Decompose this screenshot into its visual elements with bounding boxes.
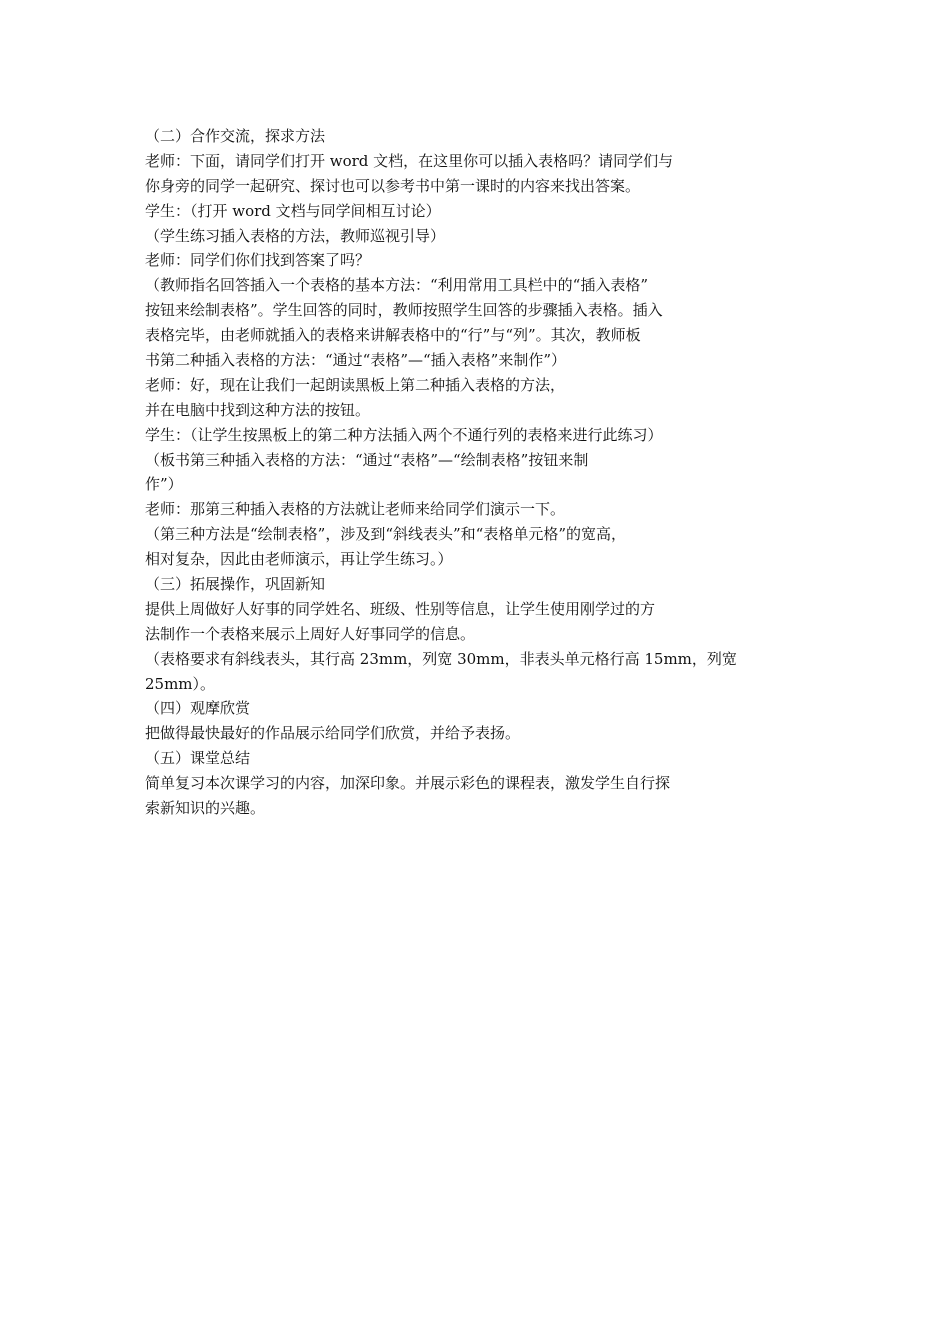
text-line: 把做得最快最好的作品展示给同学们欣赏，并给予表扬。: [145, 724, 521, 743]
section-heading: （二）合作交流，探求方法: [145, 127, 326, 145]
text-line: 老师：下面，请同学们打开 word 文档，在这里你可以插入表格吗？请同学们与: [145, 151, 674, 170]
section-heading: （四）观摩欣赏: [145, 699, 251, 718]
text-line: 作”）: [145, 475, 183, 494]
section-heading: （五）课堂总结: [145, 749, 251, 768]
text-line: 25mm）。: [145, 674, 216, 693]
text-line: （板书第三种插入表格的方法：“通过“表格”—“绘制表格”按钮来制: [145, 450, 589, 469]
text-line: 表格完毕，由老师就插入的表格来讲解表格中的“行”与“列”。其次，教师板: [145, 326, 641, 345]
text-line: 学生：（打开 word 文档与同学间相互讨论）: [145, 201, 441, 220]
text-line: 老师：同学们你们找到答案了吗？: [145, 251, 371, 270]
text-line: 你身旁的同学一起研究、探讨也可以参考书中第一课时的内容来找出答案。: [145, 176, 641, 195]
text-line: 相对复杂，因此由老师演示，再让学生练习。）: [145, 550, 453, 569]
text-line: 法制作一个表格来展示上周好人好事同学的信息。: [145, 624, 476, 643]
text-line: 并在电脑中找到这种方法的按钮。: [145, 400, 371, 419]
text-line: 简单复习本次课学习的内容，加深印象。并展示彩色的课程表，激发学生自行探: [145, 774, 671, 793]
text-line: 老师：那第三种插入表格的方法就让老师来给同学们演示一下。: [145, 500, 566, 519]
text-line: （教师指名回答插入一个表格的基本方法：“利用常用工具栏中的“插入表格”: [145, 276, 649, 295]
text-line: 老师：好，现在让我们一起朗读黑板上第二种插入表格的方法，: [145, 375, 566, 394]
text-line: （学生练习插入表格的方法，教师巡视引导）: [145, 226, 446, 245]
document-body: [145, 124, 805, 821]
text-line: （表格要求有斜线表头，其行高 23mm，列宽 30mm，非表头单元格行高 15mm，列宽: [145, 649, 737, 668]
text-line: 学生：（让学生按黑板上的第二种方法插入两个不通行列的表格来进行此练习）: [145, 425, 663, 444]
section-heading: （三）拓展操作，巩固新知: [145, 575, 326, 594]
text-line: （第三种方法是“绘制表格”，涉及到“斜线表头”和“表格单元格”的宽高，: [145, 525, 627, 544]
text-line: 索新知识的兴趣。: [145, 799, 266, 818]
text-line: 按钮来绘制表格”。学生回答的同时，教师按照学生回答的步骤插入表格。插入: [145, 301, 663, 320]
text-line: 书第二种插入表格的方法：“通过“表格”—“插入表格”来制作”）: [145, 351, 567, 370]
text-line: 提供上周做好人好事的同学姓名、班级、性别等信息，让学生使用刚学过的方: [145, 599, 656, 618]
